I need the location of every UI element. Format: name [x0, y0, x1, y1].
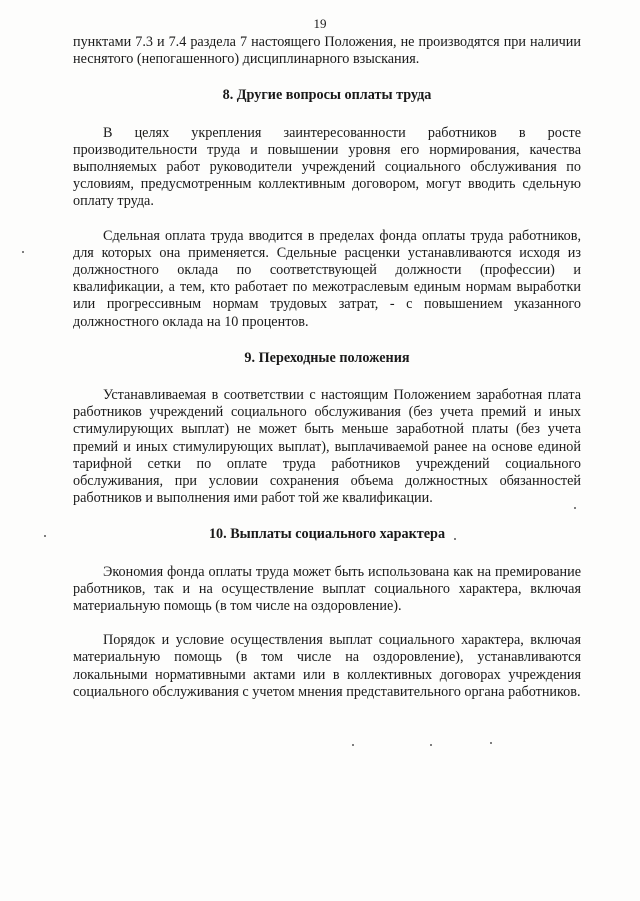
spacer [73, 68, 581, 87]
spacer [73, 507, 581, 526]
spacer [73, 544, 581, 564]
scan-speck [490, 742, 492, 744]
section-10-paragraph-2: Порядок и условие осуществления выплат социального характера, включая материальную помощь (в том числе на оздоровление), устанавливаются локальными нормативными актами или в коллективных договорах учреждения социального обслуживания с учетом мнения представительного органа работников. [73, 632, 581, 700]
page-number: 19 [313, 16, 327, 31]
scan-speck [454, 538, 456, 540]
section-9-heading: 9. Переходные положения [244, 349, 410, 366]
spacer [73, 615, 581, 632]
spacer [73, 211, 581, 228]
scan-speck [22, 251, 24, 253]
scan-speck [574, 507, 576, 509]
spacer [73, 105, 581, 125]
section-8-paragraph-2: Сдельная оплата труда вводится в пределах фонда оплаты труда работников, для которых она применяется. Сдельные расценки устанавливаются исходя из должностного оклада по соответствующей должности (профессии) и квалификации, а тем, кто работает по межотраслевым единым нормам выработки или прогрессивным нормам трудовых затрат, - с повышением указанного должностного оклада на 10 процентов. [73, 227, 581, 330]
scan-speck [44, 535, 46, 537]
section-9-paragraph-1: Устанавливаемая в соответствии с настоящим Положением заработная плата работников учреждений социального обслуживания (без учета премий и иных стимулирующих выплат) не может быть меньше заработной платы (без учета премий и иных стимулирующих выплат), выплачиваемой ранее на основе единой тарифной сетки по оплате труда работников учреждений социального обслуживания, при условии сохранения объема должностных обязанностей работников и выполнения ими работ той же квалификации. [73, 387, 581, 507]
document-body [73, 34, 581, 701]
section-8-heading: 8. Другие вопросы оплаты труда [222, 87, 432, 104]
spacer [73, 367, 581, 387]
section-8-paragraph-1: В целях укрепления заинтересованности работников в росте производительности труда и повышении уровня его нормирования, качества выполняемых работ руководители учреждений социального обслуживания по условиям, предусмотренным коллективным договором, могут вводить сдельную оплату труда. [73, 124, 581, 210]
section-10-paragraph-1: Экономия фонда оплаты труда может быть использована как на премирование работников, так и на осуществление выплат социального характера, включая материальную помощь (в том числе на оздоровление). [73, 563, 581, 615]
scan-speck [430, 744, 432, 746]
spacer [73, 331, 581, 350]
intro-paragraph: пунктами 7.3 и 7.4 раздела 7 настоящего Положения, не производятся при наличии неснятого (непогашенного) дисциплинарного взыскания. [73, 34, 581, 68]
scan-speck [352, 744, 354, 746]
section-10-heading: 10. Выплаты социального характера [208, 526, 446, 543]
